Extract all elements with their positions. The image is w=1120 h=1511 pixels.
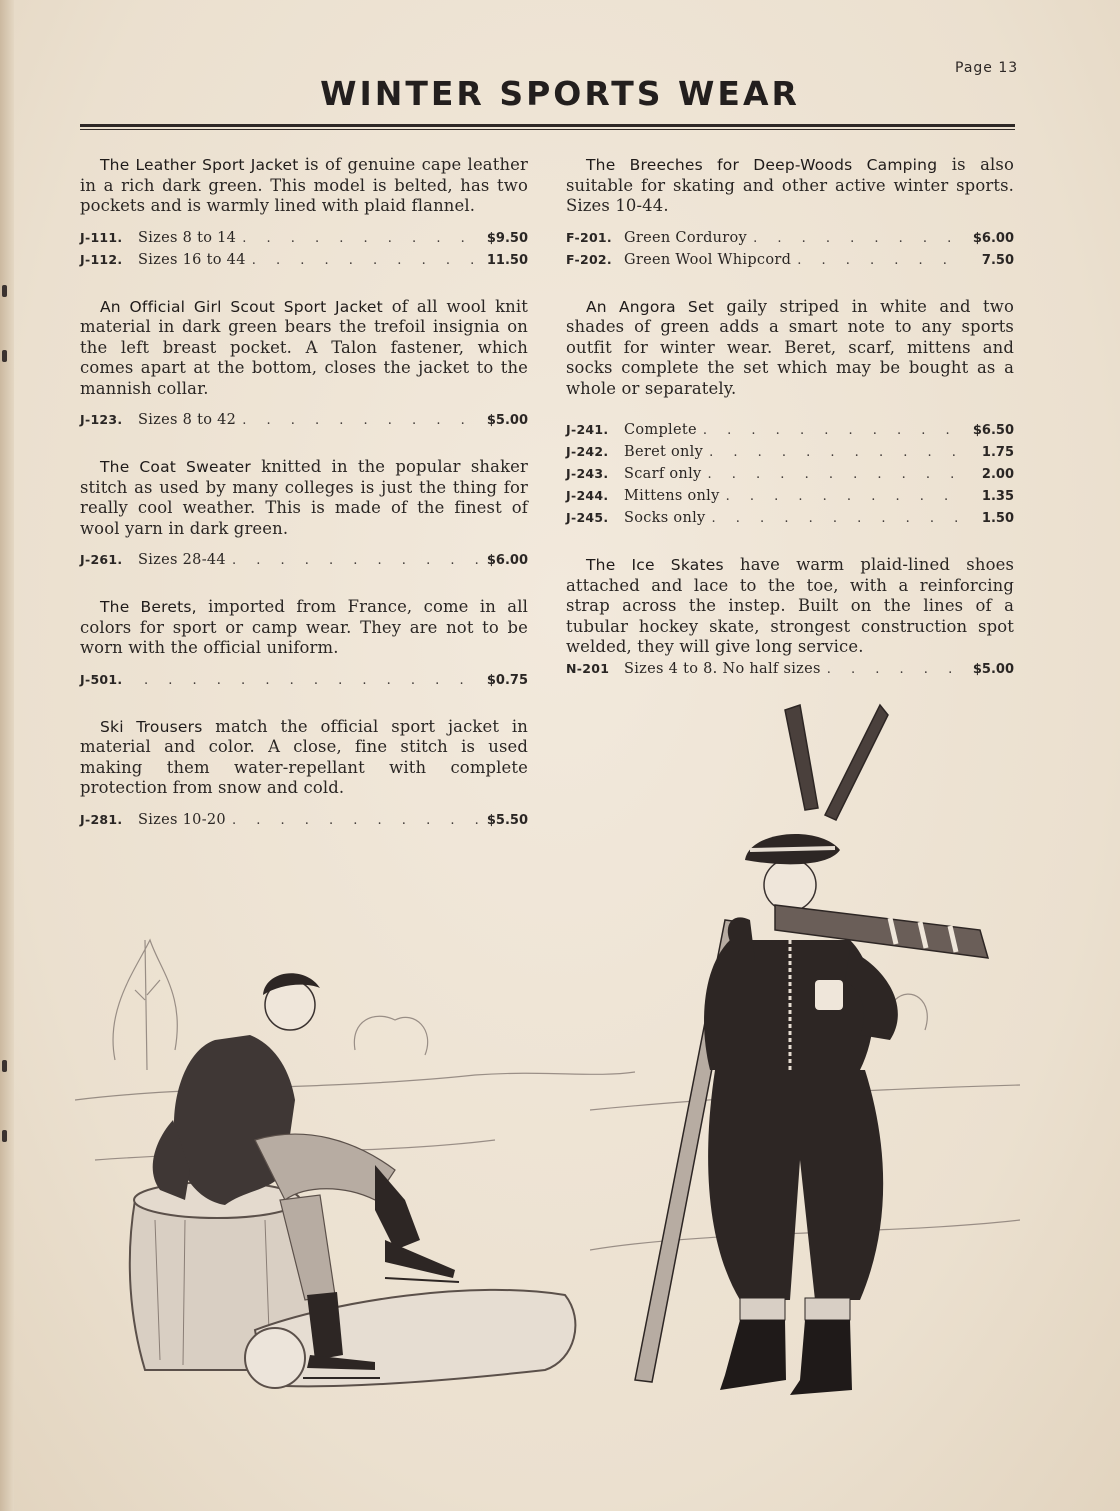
product-description	[566, 155, 1014, 217]
dot-leader	[753, 228, 966, 249]
item-price: 11.50	[486, 252, 528, 268]
product-description	[566, 555, 1014, 658]
product-name: The Coat Sweater	[100, 458, 251, 476]
dot-leader	[232, 810, 480, 831]
product-text: is of genuine cape leather in a rich dark green. This model is belted, has two pockets and is warmly lined with plaid flannel.	[80, 155, 529, 215]
dot-leader	[242, 410, 480, 431]
price-row	[566, 463, 1014, 485]
item-label: Sizes 16 to 44	[138, 251, 246, 268]
item-code: J-243.	[566, 466, 609, 481]
skier-illustration	[590, 690, 1020, 1420]
dot-leader	[726, 486, 966, 507]
item-price: 7.50	[981, 252, 1014, 268]
item-code: J-112.	[80, 251, 123, 267]
price-row	[80, 227, 528, 249]
binding-staple	[2, 1130, 7, 1142]
item-label: Mittens only	[624, 488, 720, 504]
item-price: $5.00	[972, 661, 1014, 677]
product-description	[80, 597, 528, 659]
price-row	[566, 658, 1014, 680]
price-row	[566, 441, 1014, 463]
left-column	[80, 155, 528, 857]
product-description	[80, 297, 528, 400]
product-name: The Breeches for Deep-Woods Camping	[586, 156, 938, 174]
skater-illustration	[75, 900, 635, 1420]
product-name: The Ice Skates	[586, 556, 724, 574]
dot-leader	[242, 228, 480, 249]
item-label: Complete	[624, 422, 697, 438]
item-price: 1.35	[981, 489, 1014, 504]
title-rule-thin	[80, 129, 1015, 130]
item-label: Socks only	[624, 510, 706, 526]
item-code: J-245.	[566, 510, 609, 525]
item-price: $6.50	[972, 423, 1014, 438]
price-row	[566, 249, 1014, 271]
item-price: 1.75	[981, 445, 1014, 460]
price-row	[80, 249, 528, 271]
price-row	[80, 409, 528, 431]
price-row	[566, 419, 1014, 441]
binding-staple	[2, 350, 7, 362]
item-label: Sizes 4 to 8. No half sizes	[624, 660, 821, 677]
page-title: WINTER SPORTS WEAR	[320, 74, 800, 113]
dot-leader	[708, 464, 966, 485]
item-label: Green Corduroy	[624, 229, 748, 246]
price-row	[566, 507, 1014, 529]
item-code: F-201.	[566, 229, 612, 245]
price-list	[80, 409, 528, 431]
item-code: J-123.	[80, 412, 123, 427]
item-code: J-281.	[80, 811, 123, 827]
item-code: J-242.	[566, 444, 609, 459]
page-number: Page 13	[955, 60, 1019, 76]
product-text: match the official sport jacket in material and color. A close, fine stitch is used making them water-repellant with complete protection from snow and cold.	[80, 716, 528, 797]
dot-leader	[252, 250, 480, 271]
product-name: The Leather Sport Jacket	[100, 156, 299, 174]
item-code: J-261.	[80, 552, 123, 567]
price-row	[80, 549, 528, 571]
price-list	[80, 809, 528, 831]
product-coat-sweater	[80, 457, 528, 571]
product-text: is also suitable for skating and other active winter sports. Sizes 10-44.	[566, 155, 1014, 215]
item-price: $5.50	[486, 812, 528, 828]
binding-staple	[2, 1060, 7, 1072]
product-angora-set	[566, 297, 1014, 530]
price-list	[566, 658, 1014, 680]
item-code: F-202.	[566, 251, 612, 267]
item-price: 1.50	[981, 511, 1014, 526]
item-price: $0.75	[486, 672, 528, 688]
product-name: The Berets,	[100, 598, 197, 616]
product-description	[80, 717, 528, 799]
product-breeches	[566, 155, 1014, 271]
product-text: imported from France, come in all colors for sport or camp wear. They are not to be worn with the official uniform.	[80, 597, 528, 657]
product-text: knitted in the popular shaker stitch as used by many colleges is just the thing for really cool weather. This is made of the finest of wool yarn in dark green.	[80, 457, 528, 538]
price-list	[80, 669, 528, 691]
title-rule	[80, 124, 1015, 127]
item-label: Beret only	[624, 444, 704, 460]
item-price: $6.00	[486, 553, 528, 568]
item-code: J-111.	[80, 229, 123, 245]
price-list	[566, 227, 1014, 271]
dot-leader	[703, 420, 966, 441]
dot-leader	[232, 550, 480, 571]
product-girl-scout-sport-jacket	[80, 297, 528, 432]
item-label: Sizes 10-20	[138, 811, 226, 828]
price-row	[80, 809, 528, 831]
item-code: J-241.	[566, 422, 609, 437]
product-ice-skates	[566, 555, 1014, 680]
item-label: Sizes 8 to 42	[138, 412, 237, 428]
dot-leader	[827, 659, 966, 680]
price-row	[566, 485, 1014, 507]
item-price: $5.00	[486, 413, 528, 428]
dot-leader	[709, 442, 966, 463]
price-list	[566, 419, 1014, 529]
dot-leader	[144, 670, 480, 691]
product-description	[80, 155, 528, 217]
price-list	[80, 549, 528, 571]
product-text: gaily striped in white and two shades of green adds a smart note to any sports outfit for winter wear. Beret, scarf, mittens and socks complete the set which may be bought as a whole or separately.	[566, 296, 1014, 398]
item-code: J-244.	[566, 488, 609, 503]
item-label: Sizes 8 to 14	[138, 229, 237, 246]
item-price: $6.00	[972, 230, 1014, 246]
price-row	[80, 669, 528, 691]
product-name: An Angora Set	[586, 297, 714, 316]
product-description	[566, 297, 1014, 400]
item-label: Scarf only	[624, 466, 702, 482]
product-name: An Official Girl Scout Sport Jacket	[100, 297, 383, 316]
dot-leader	[712, 508, 966, 529]
item-price: $9.50	[486, 230, 528, 246]
binding-fold	[0, 0, 14, 1511]
dot-leader	[797, 250, 966, 271]
item-price: 2.00	[981, 467, 1014, 482]
item-label: Green Wool Whipcord	[624, 251, 792, 268]
product-text: of all wool knit material in dark green bears the trefoil insignia on the left breast pocket. A Talon fastener, which comes apart at the bottom, closes the jacket to the mannish collar.	[80, 296, 528, 398]
binding-staple	[2, 285, 7, 297]
item-label: Sizes 28-44	[138, 552, 226, 568]
product-ski-trousers	[80, 717, 528, 831]
price-row	[566, 227, 1014, 249]
item-code: N-201	[566, 660, 610, 676]
product-leather-sport-jacket	[80, 155, 528, 271]
product-berets	[80, 597, 528, 691]
product-text: have warm plaid-lined shoes attached and lace to the toe, with a reinforcing strap across the instep. Built on the lines of a tubular hockey skate, strongest construction spot welded, they will give long service.	[566, 555, 1015, 656]
item-code: J-501.	[80, 671, 123, 687]
price-list	[80, 227, 528, 271]
right-column	[566, 155, 1014, 706]
product-description	[80, 457, 528, 539]
product-name: Ski Trousers	[100, 717, 203, 736]
